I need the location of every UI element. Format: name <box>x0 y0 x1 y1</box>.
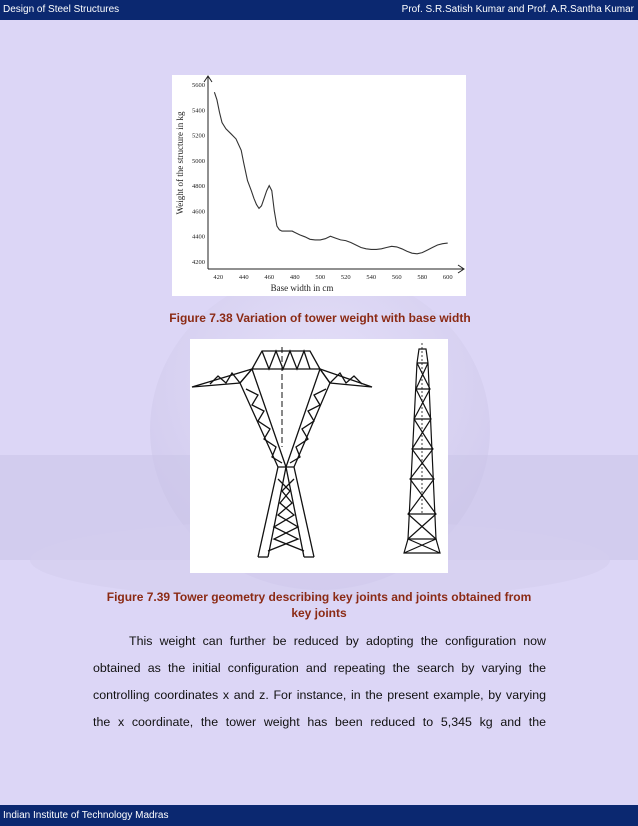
y-axis-label: Weight of the structure in kg <box>175 111 185 215</box>
x-tick-label: 500 <box>315 274 326 281</box>
tower-front-view <box>192 351 372 557</box>
series-line <box>214 92 447 254</box>
tower-geometry-figure <box>190 339 448 573</box>
x-tick-label: 520 <box>340 274 351 281</box>
paragraph-line-1: This weight can further be reduced by adopting the configuration now <box>129 634 546 648</box>
body-paragraph <box>93 628 546 736</box>
y-tick-label: 4600 <box>192 208 205 216</box>
y-tick-label: 5200 <box>192 132 205 140</box>
x-tick-label: 440 <box>238 274 249 281</box>
x-tick-label: 560 <box>391 274 402 281</box>
figure-7-39-caption <box>80 589 558 621</box>
figure-7-38-caption: Figure 7.38 Variation of tower weight with base width <box>169 311 471 325</box>
y-tick-label: 4800 <box>192 183 205 191</box>
chart-svg <box>172 75 466 296</box>
x-tick-label: 600 <box>442 274 453 281</box>
y-tick-label: 4200 <box>192 258 205 266</box>
y-tick-label: 5000 <box>192 157 205 165</box>
page-header <box>0 0 638 20</box>
x-tick-label: 580 <box>417 274 428 281</box>
x-tick-label: 480 <box>289 274 300 281</box>
y-tick-label: 4400 <box>192 233 205 241</box>
y-tick-label: 5400 <box>192 107 205 115</box>
x-tick-label: 460 <box>264 274 275 281</box>
figure-7-39-caption-line1: Figure 7.39 Tower geometry describing key joints and joints obtained from <box>106 590 532 604</box>
footer-institution: Indian Institute of Technology Madras <box>3 810 169 821</box>
x-tick-label: 420 <box>213 274 224 281</box>
y-tick-label: 5600 <box>192 82 205 90</box>
tower-weight-chart <box>172 75 466 296</box>
header-authors: Prof. S.R.Satish Kumar and Prof. A.R.Santha Kumar <box>401 4 634 15</box>
figure-7-39-caption-line2: key joints <box>291 606 347 620</box>
x-axis-label: Base width in cm <box>270 283 334 293</box>
header-course-title: Design of Steel Structures <box>3 4 120 15</box>
page-footer <box>0 805 638 826</box>
tower-drawing <box>190 339 448 573</box>
paragraph-line-2: obtained as the initial configuration and repeating the search by varying the <box>93 661 546 675</box>
paragraph-line-3: controlling coordinates x and z. For instance, in the present example, by varying <box>93 688 546 702</box>
x-tick-label: 540 <box>366 274 377 281</box>
paragraph-line-4: the x coordinate, the tower weight has been reduced to 5,345 kg and the <box>93 715 546 729</box>
